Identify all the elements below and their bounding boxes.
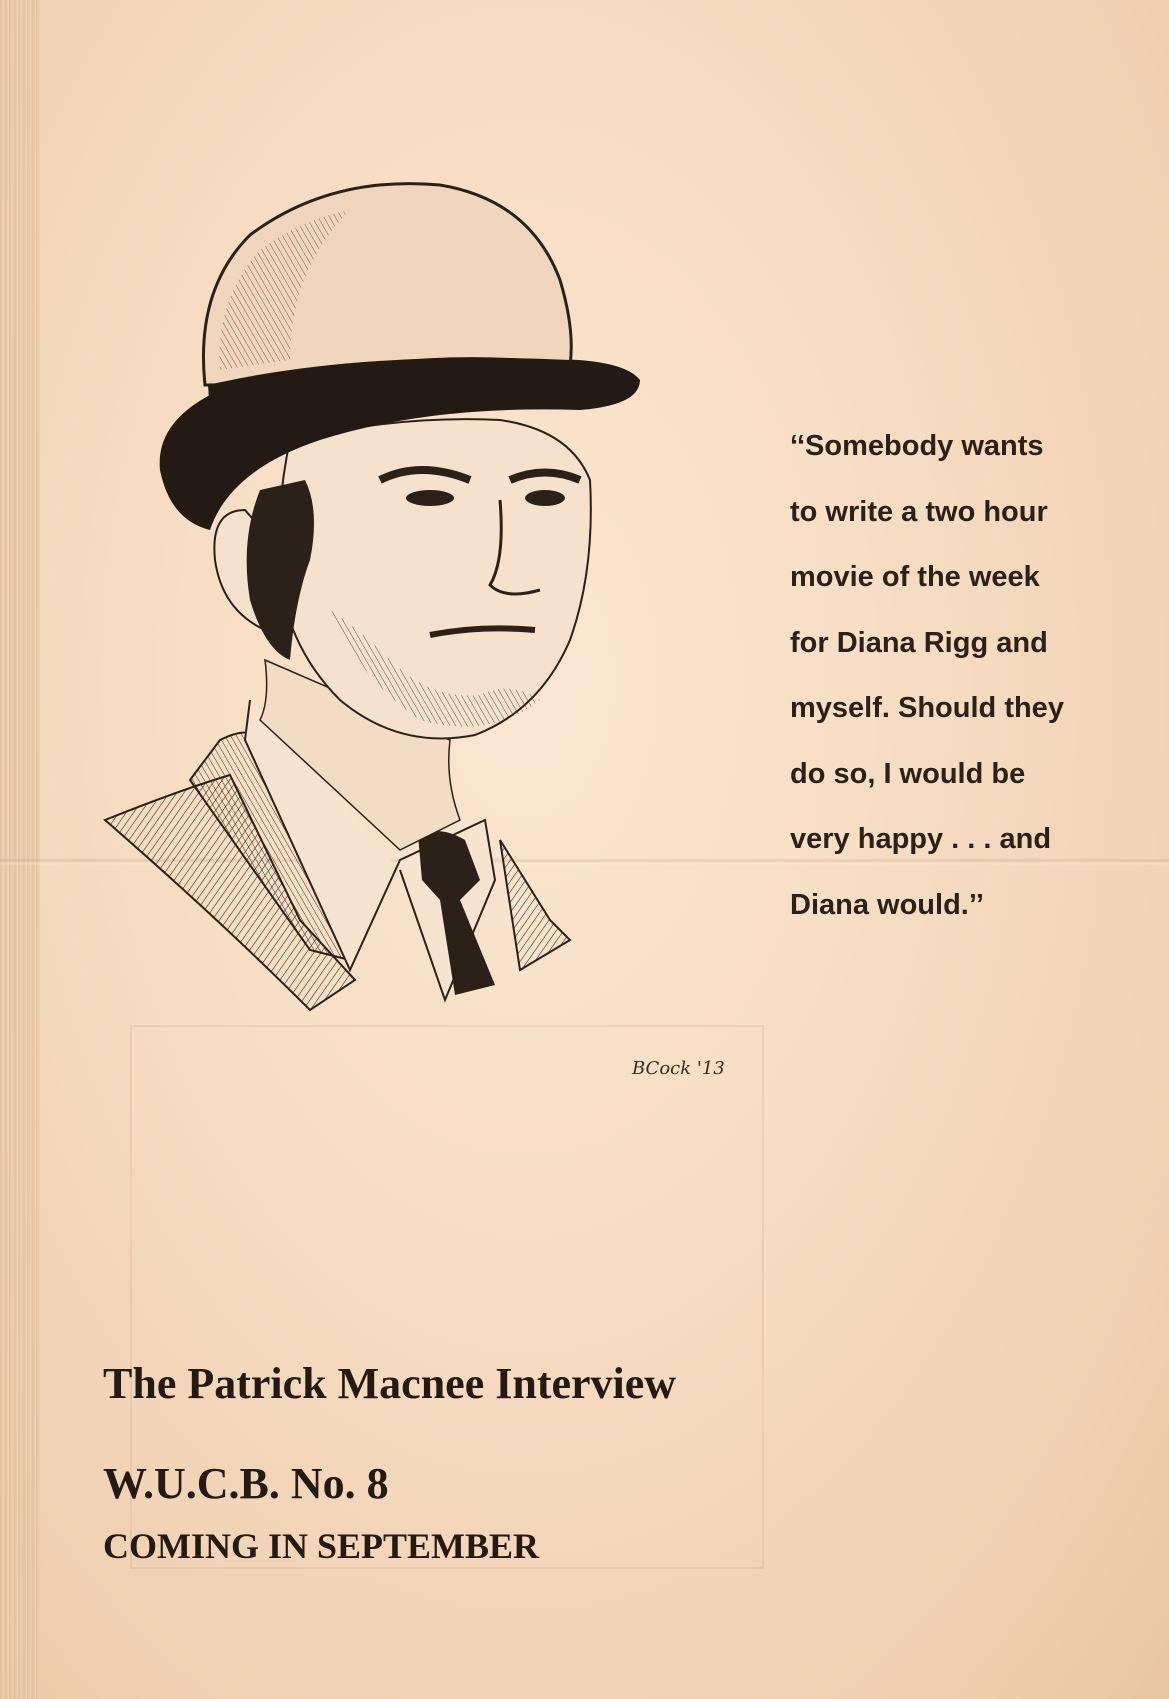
page-edge [0, 0, 40, 1699]
lapel-right [500, 840, 570, 970]
quote-line: for Diana Rigg and [790, 626, 1048, 659]
headline-title: The Patrick Macnee Interview [103, 1359, 677, 1408]
quote-line: ‘‘Somebody wants [790, 430, 1044, 462]
artist-signature: BCock '13 [632, 1058, 725, 1079]
quote-line: very happy . . . and [790, 823, 1052, 855]
coming-soon-notice: COMING IN SEPTEMBER [103, 1526, 540, 1566]
eye-left [406, 490, 454, 506]
portrait-illustration [100, 180, 720, 1100]
quote-line: movie of the week [790, 561, 1040, 593]
issue-number: W.U.C.B. No. 8 [103, 1459, 389, 1508]
quote-line: to write a two hour [790, 495, 1048, 528]
pull-quote [790, 414, 1120, 938]
quote-line: do so, I would be [790, 757, 1026, 790]
quote-line: myself. Should they [790, 692, 1064, 724]
eye-right [525, 490, 565, 506]
quote-line: Diana would.’’ [790, 888, 984, 921]
